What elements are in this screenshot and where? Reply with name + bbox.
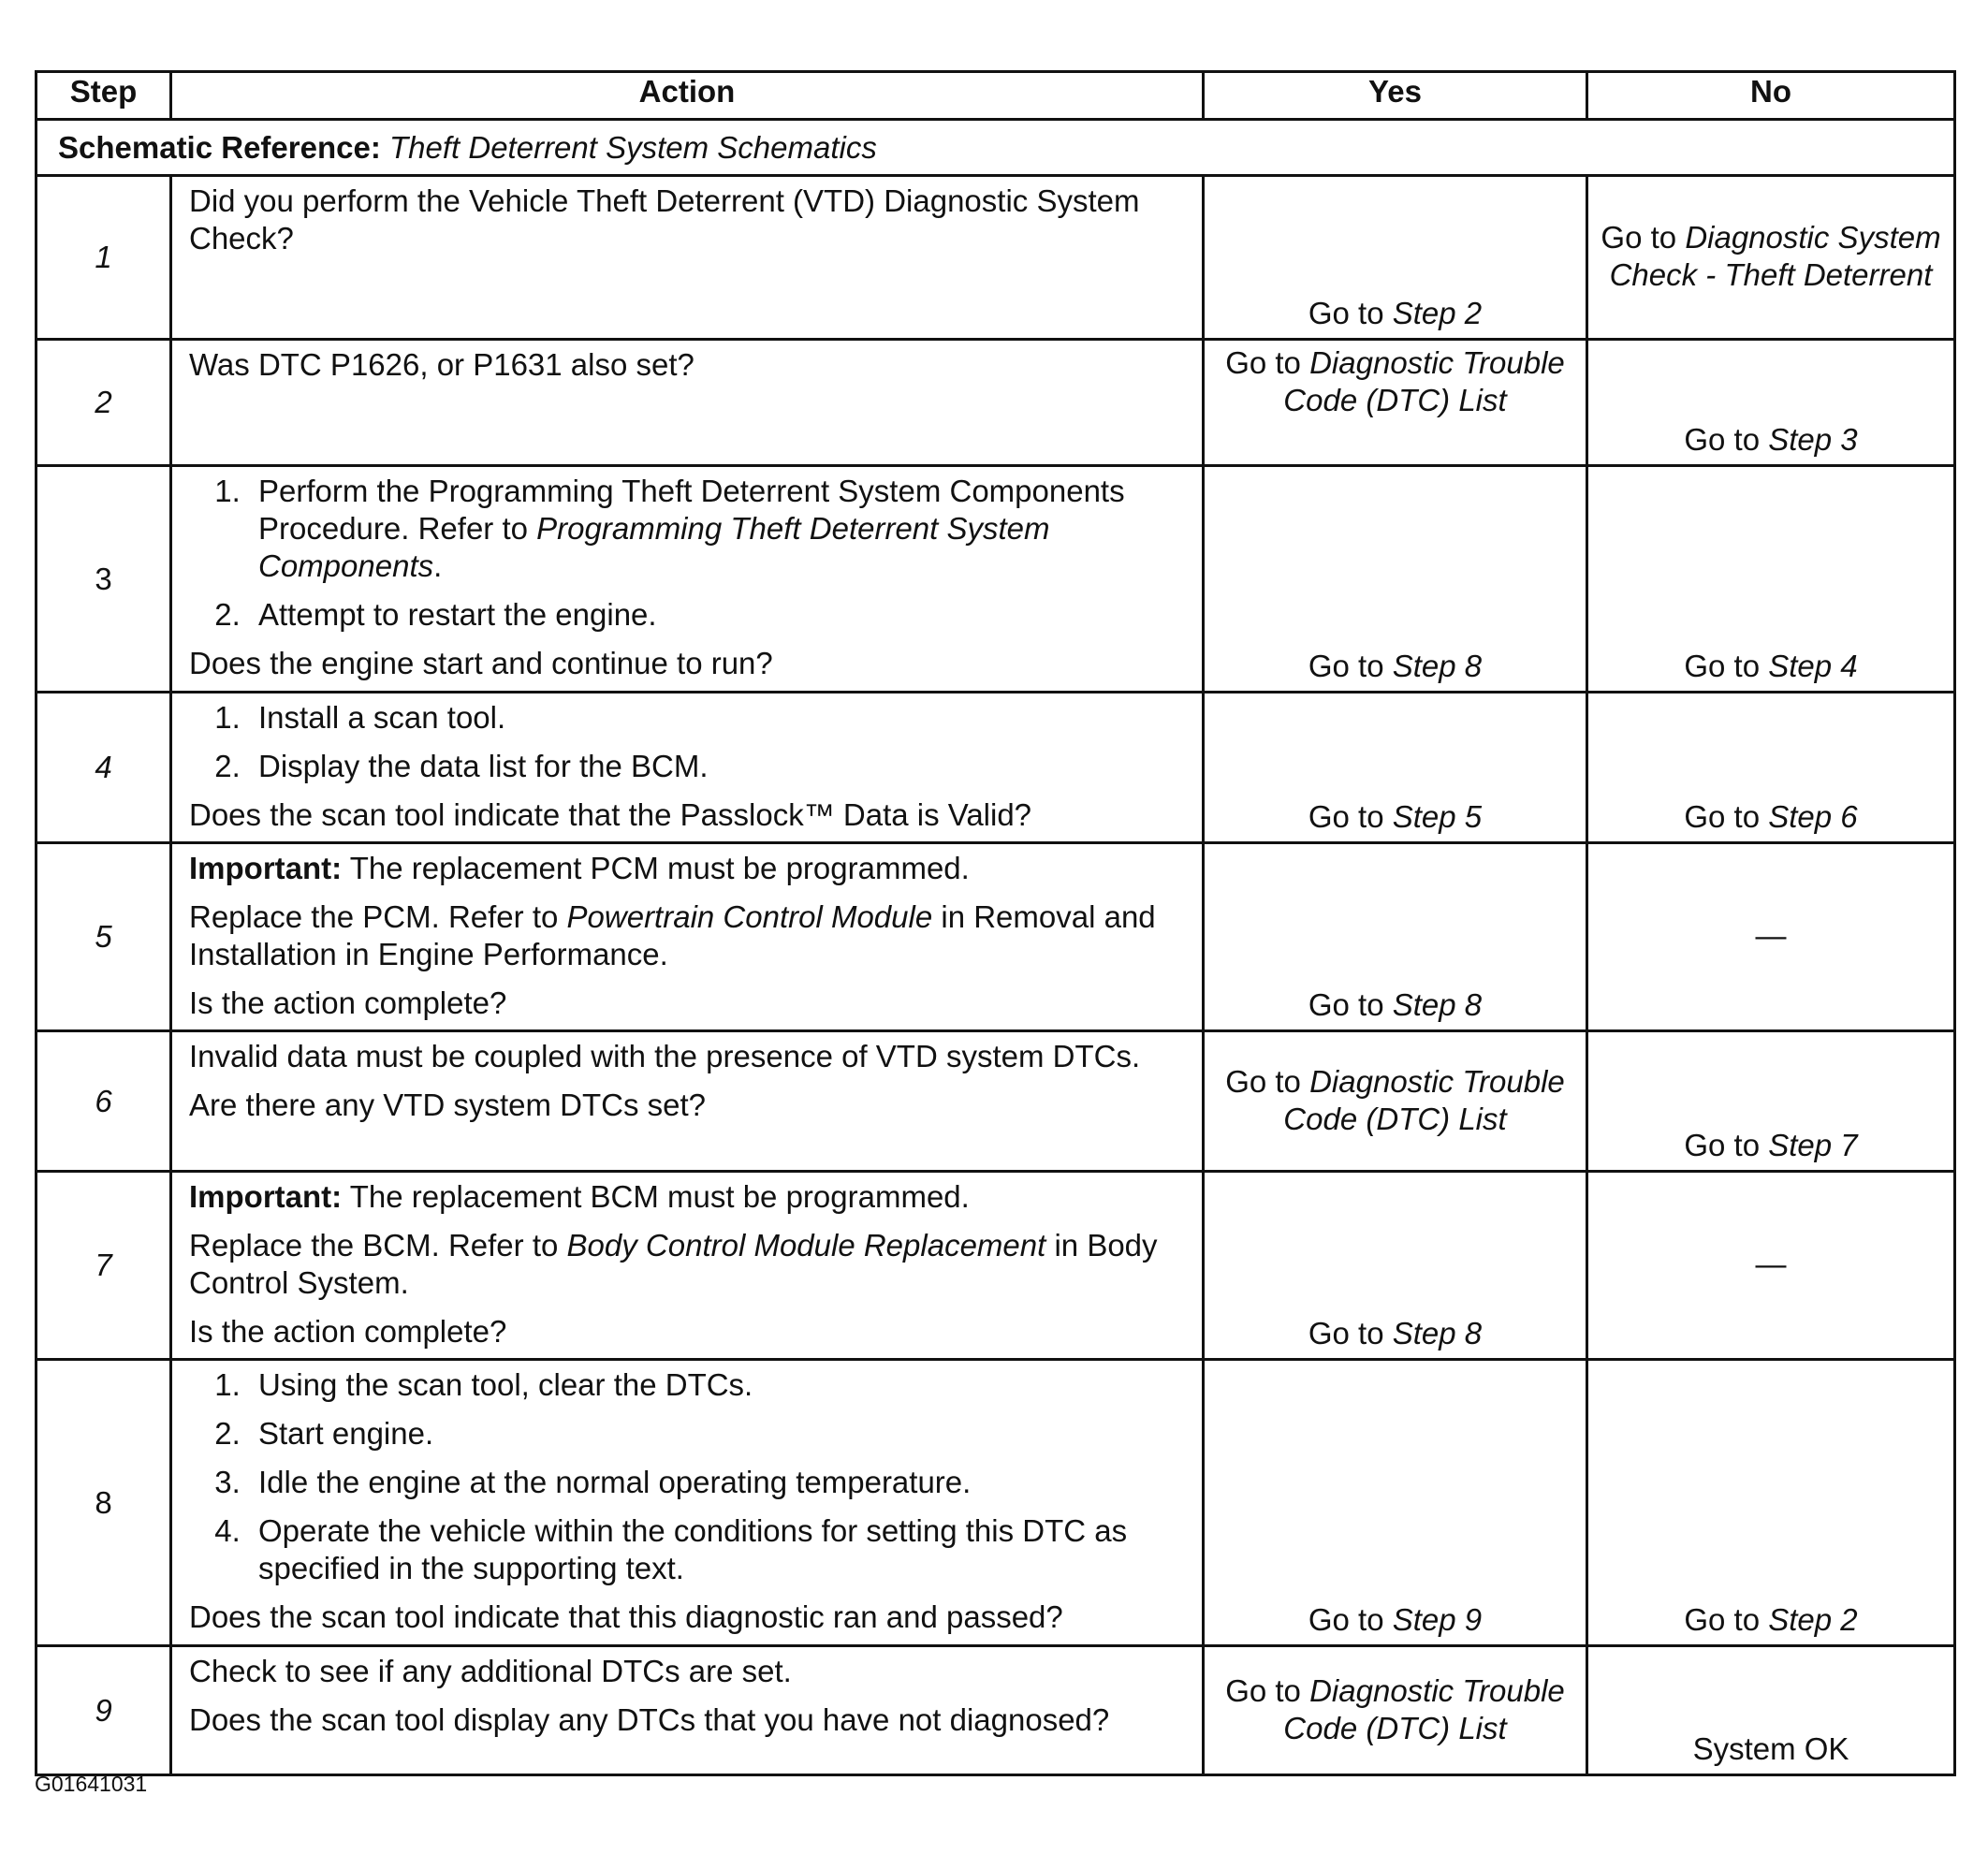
yes-cell — [1204, 1360, 1587, 1646]
action-steps-list — [189, 699, 1185, 785]
action-cell — [171, 1172, 1204, 1360]
no-step-ref: Diagnostic System Check - Theft Deterrent — [1609, 220, 1941, 292]
goto-label: Go to — [1308, 1602, 1384, 1637]
header-yes: Yes — [1204, 72, 1587, 120]
goto-label: Go to — [1225, 1672, 1301, 1708]
no-cell — [1587, 1360, 1955, 1646]
action-text-part: in Removal and Installation in Engine Performance. — [189, 899, 1156, 971]
step-number: 5 — [37, 843, 171, 1031]
action-text: Did you perform the Vehicle Theft Deterrent (VTD) Diagnostic System Check? — [189, 183, 1140, 255]
action-cell — [171, 466, 1204, 693]
no-cell — [1587, 176, 1955, 340]
step-number: 3 — [37, 466, 171, 693]
yes-step-ref: Step 8 — [1392, 987, 1483, 1022]
list-item: 1. Install a scan tool. — [249, 699, 1185, 737]
important-label: Important: — [189, 851, 343, 885]
step-number: 8 — [37, 1360, 171, 1646]
yes-step-ref: Step 2 — [1392, 296, 1483, 330]
yes-cell — [1204, 843, 1587, 1031]
table-row — [37, 1360, 1955, 1646]
action-text — [189, 898, 1185, 973]
goto-label: Go to — [1225, 345, 1301, 380]
goto-label: Go to — [1684, 1602, 1761, 1637]
yes-cell — [1204, 176, 1587, 340]
no-step-ref: Step 4 — [1768, 649, 1858, 683]
yes-cell — [1204, 340, 1587, 466]
step-number: 7 — [37, 1172, 171, 1360]
action-question: Is the action complete? — [189, 1314, 507, 1349]
no-cell: — — [1587, 843, 1955, 1031]
list-item: 4. Operate the vehicle within the conditions for setting this DTC as specified in the supporting text. — [249, 1512, 1185, 1587]
no-cell — [1587, 466, 1955, 693]
goto-label: Go to — [1308, 296, 1384, 330]
no-cell — [1587, 340, 1955, 466]
no-cell — [1587, 693, 1955, 843]
important-note — [189, 850, 1185, 887]
list-item: 2. Display the data list for the BCM. — [249, 748, 1185, 785]
procedure-ref: Programming Theft Deterrent System Components — [258, 511, 1050, 583]
goto-label: Go to — [1684, 649, 1761, 683]
action-cell — [171, 1646, 1204, 1775]
list-item: 2. Attempt to restart the engine. — [249, 596, 1185, 634]
no-step-ref: Step 6 — [1768, 799, 1858, 834]
yes-cell — [1204, 466, 1587, 693]
action-text: Invalid data must be coupled with the presence of VTD system DTCs. — [189, 1039, 1141, 1073]
yes-step-ref: Step 8 — [1392, 1316, 1483, 1350]
list-item: 3. Idle the engine at the normal operating temperature. — [249, 1464, 1185, 1501]
goto-label: Go to — [1601, 220, 1677, 255]
goto-label: Go to — [1308, 799, 1384, 834]
important-text: The replacement BCM must be programmed. — [342, 1179, 970, 1214]
action-question: Does the engine start and continue to run? — [189, 646, 773, 680]
goto-label: Go to — [1684, 1128, 1761, 1162]
step-number: 9 — [37, 1646, 171, 1775]
action-cell — [171, 1360, 1204, 1646]
yes-cell — [1204, 693, 1587, 843]
list-item: 2. Start engine. — [249, 1415, 1185, 1453]
schematic-reference-row — [37, 120, 1955, 176]
action-question: Are there any VTD system DTCs set? — [189, 1088, 706, 1122]
list-item-end: . — [433, 548, 443, 583]
procedure-ref: Powertrain Control Module — [566, 899, 933, 934]
action-text-part: Replace the PCM. Refer to — [189, 899, 567, 934]
list-item-text: Perform the Programming Theft Deterrent System Components Procedure. Refer to — [258, 474, 1125, 546]
schematic-label: Schematic Reference: — [58, 129, 381, 165]
goto-label: Go to — [1684, 422, 1761, 457]
action-steps-list — [189, 1366, 1185, 1587]
list-item: 1. Using the scan tool, clear the DTCs. — [249, 1366, 1185, 1404]
step-number: 4 — [37, 693, 171, 843]
yes-cell — [1204, 1031, 1587, 1172]
important-text: The replacement PCM must be programmed. — [342, 851, 970, 885]
action-cell — [171, 176, 1204, 340]
header-row — [37, 72, 1955, 120]
no-cell — [1587, 1031, 1955, 1172]
action-text: Check to see if any additional DTCs are set. — [189, 1654, 792, 1688]
table-row — [37, 693, 1955, 843]
goto-label: Go to — [1225, 1063, 1301, 1099]
action-text: Was DTC P1626, or P1631 also set? — [189, 347, 694, 382]
action-question: Does the scan tool indicate that this diagnostic ran and passed? — [189, 1599, 1063, 1634]
header-step: Step — [37, 72, 171, 120]
action-question: Is the action complete? — [189, 985, 507, 1020]
action-cell — [171, 340, 1204, 466]
action-text-part: Replace the BCM. Refer to — [189, 1228, 567, 1263]
no-step-ref: Step 7 — [1768, 1128, 1858, 1162]
yes-cell — [1204, 1172, 1587, 1360]
action-text-part: in Body Control System. — [189, 1228, 1158, 1300]
header-action: Action — [171, 72, 1204, 120]
step-number: 1 — [37, 176, 171, 340]
yes-step-ref: Step 8 — [1392, 649, 1483, 683]
step-number: 2 — [37, 340, 171, 466]
table-row — [37, 1172, 1955, 1360]
schematic-reference — [37, 120, 1955, 176]
table-row — [37, 843, 1955, 1031]
yes-cell — [1204, 1646, 1587, 1775]
action-steps-list — [189, 473, 1185, 634]
no-step-ref: Step 3 — [1768, 422, 1858, 457]
important-label: Important: — [189, 1179, 343, 1214]
no-step-ref: Step 2 — [1768, 1602, 1858, 1637]
action-cell — [171, 1031, 1204, 1172]
table-row — [37, 1646, 1955, 1775]
table-row — [37, 176, 1955, 340]
yes-step-ref: Diagnostic Trouble Code (DTC) List — [1283, 345, 1565, 417]
yes-step-ref: Diagnostic Trouble Code (DTC) List — [1283, 1672, 1565, 1745]
action-question: Does the scan tool display any DTCs that you have not diagnosed? — [189, 1702, 1110, 1737]
table-row — [37, 340, 1955, 466]
diagnostic-table — [35, 70, 1956, 1776]
goto-label: Go to — [1308, 987, 1384, 1022]
procedure-ref: Body Control Module Replacement — [566, 1228, 1046, 1263]
figure-code: G01641031 — [35, 1772, 148, 1796]
yes-step-ref: Step 5 — [1392, 799, 1483, 834]
table-row — [37, 1031, 1955, 1172]
table-row — [37, 466, 1955, 693]
goto-label: Go to — [1684, 799, 1761, 834]
goto-label: Go to — [1308, 1316, 1384, 1350]
important-note — [189, 1178, 1185, 1216]
step-number: 6 — [37, 1031, 171, 1172]
list-item — [249, 473, 1185, 585]
yes-step-ref: Diagnostic Trouble Code (DTC) List — [1283, 1063, 1565, 1136]
action-text — [189, 1227, 1185, 1302]
yes-step-ref: Step 9 — [1392, 1602, 1483, 1637]
action-cell — [171, 693, 1204, 843]
no-cell: System OK — [1587, 1646, 1955, 1775]
action-cell — [171, 843, 1204, 1031]
header-no: No — [1587, 72, 1955, 120]
schematic-ref-link: Theft Deterrent System Schematics — [389, 129, 877, 165]
action-question: Does the scan tool indicate that the Passlock™ Data is Valid? — [189, 797, 1032, 832]
goto-label: Go to — [1308, 649, 1384, 683]
no-cell: — — [1587, 1172, 1955, 1360]
